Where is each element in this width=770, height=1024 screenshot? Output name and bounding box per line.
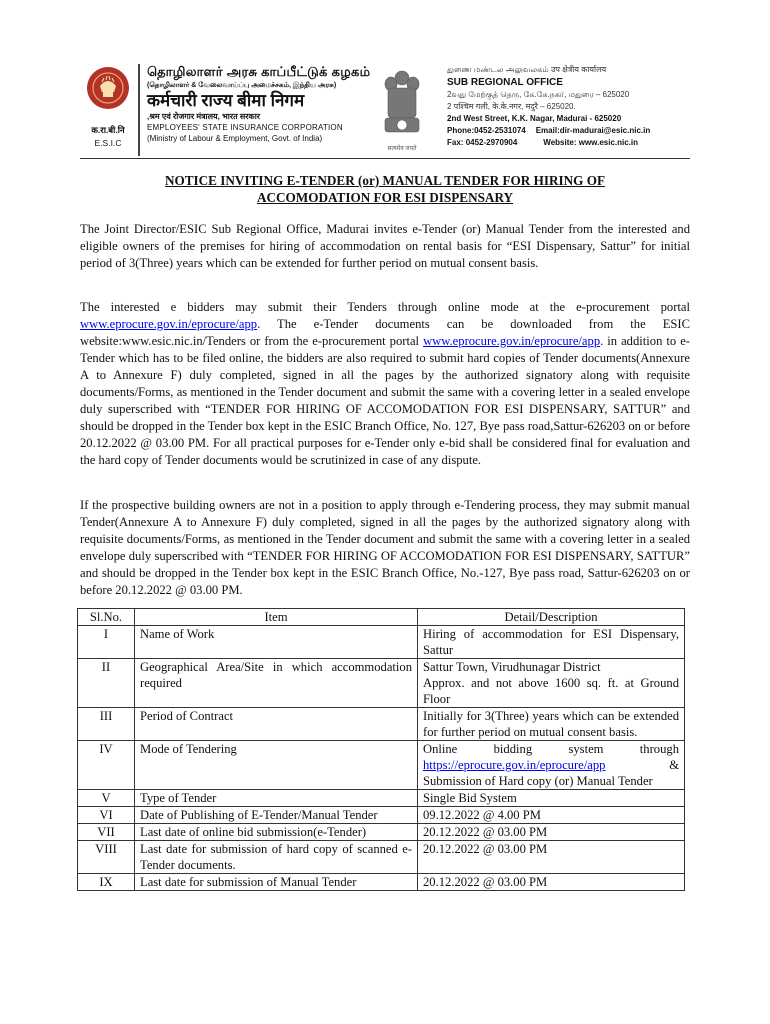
- row-item: Last date for submission of Manual Tender: [135, 874, 418, 891]
- org-name-hindi: कर्मचारी राज्य बीमा निगम: [147, 91, 305, 110]
- table-row: [78, 741, 685, 790]
- org-sub-hindi: ,श्रम एवं रोजगार मंत्रालय, भारत सरकार: [147, 112, 261, 121]
- org-name-english: EMPLOYEES' STATE INSURANCE CORPORATION: [147, 123, 343, 132]
- row-detail: [418, 659, 685, 708]
- esic-logo-block: [80, 62, 136, 156]
- phone-value: 0452-2531074: [474, 126, 526, 135]
- eprocure-link-1[interactable]: www.eprocure.gov.in/eprocure/app: [80, 317, 258, 331]
- p2-text-2: . The e-Tender documents can be downloaded from the ESIC website:www.esic.nic.in/Tenders or from the e-procurement portal: [80, 317, 690, 348]
- website-label: Website:: [543, 138, 577, 147]
- row-detail: 20.12.2022 @ 03.00 PM: [418, 824, 685, 841]
- notice-title: [80, 172, 690, 206]
- row-detail: Hiring of accommodation for ESI Dispensary, Sattur: [418, 626, 685, 659]
- notice-title-line-2: ACCOMODATION FOR ESI DISPENSARY: [256, 190, 514, 205]
- row-detail: 09.12.2022 @ 4.00 PM: [418, 807, 685, 824]
- row-number: III: [78, 708, 135, 741]
- table-row: [78, 807, 685, 824]
- row-number: V: [78, 790, 135, 807]
- row-detail: 20.12.2022 @ 03.00 PM: [418, 841, 685, 874]
- header-item: Item: [135, 609, 418, 626]
- row-detail-line-2: Approx. and not above 1600 sq. ft. at Ground Floor: [423, 676, 679, 706]
- row-item: Type of Tender: [135, 790, 418, 807]
- office-address-tamil: 2வது மேற்குத் தெரு, கே.கே.நகர், மதுரை – 625020: [447, 90, 630, 99]
- table-row: [78, 659, 685, 708]
- letterhead: [80, 62, 690, 159]
- office-address-hindi: 2 पश्चिम गली, के.के.नगर, मदुरै – 625020.: [447, 102, 576, 111]
- website-value[interactable]: www.esic.nic.in: [578, 138, 639, 147]
- header-sl-no: Sl.No.: [78, 609, 135, 626]
- row-number: II: [78, 659, 135, 708]
- row-item: Period of Contract: [135, 708, 418, 741]
- row-item: Last date of online bid submission(e-Tender): [135, 824, 418, 841]
- table-row: [78, 626, 685, 659]
- email-value[interactable]: dir-madurai@esic.nic.in: [559, 126, 651, 135]
- table-row: [78, 824, 685, 841]
- esic-logo-icon: [86, 66, 130, 110]
- emblem-motto: सत्यमेव जयते: [387, 146, 417, 152]
- eprocure-table-link[interactable]: https://eprocure.gov.in/eprocure/app: [423, 758, 606, 772]
- row-number: VII: [78, 824, 135, 841]
- row-detail-text: Online bidding system through: [423, 742, 679, 756]
- row-item: Date of Publishing of E-Tender/Manual Tender: [135, 807, 418, 824]
- row-number: I: [78, 626, 135, 659]
- row-item: Geographical Area/Site in which accommodation required: [135, 659, 418, 708]
- organization-block: [147, 64, 377, 145]
- phone-label: Phone:: [447, 126, 475, 135]
- org-name-tamil: தொழிலாளர் அரசு காப்பீட்டுக் கழகம்: [147, 64, 371, 79]
- email-label: Email:: [535, 126, 560, 135]
- fax-label: Fax:: [447, 138, 464, 147]
- notice-title-line-1: NOTICE INVITING E-TENDER (or) MANUAL TENDER FOR HIRING OF: [164, 173, 606, 188]
- office-block: [447, 64, 697, 149]
- intro-paragraph: The Joint Director/ESIC Sub Regional Office, Madurai invites e-Tender (or) Manual Tender from the interested and eligible owners of the premises for hiring of accommodation on rental basis for “ESI Dispensary, Sattur” for initial period of 3(Three) years which can be extended for further period on mutual consent basis.: [80, 222, 690, 270]
- eprocurement-paragraph: [80, 299, 690, 469]
- header-divider: [138, 64, 140, 156]
- tender-details-table: [77, 608, 685, 891]
- office-title-regional: துணை மண்டல அலுவலகம் उप क्षेत्रीय कार्यालय: [447, 65, 607, 74]
- table-row: [78, 874, 685, 891]
- row-number: IX: [78, 874, 135, 891]
- row-detail: 20.12.2022 @ 03.00 PM: [418, 874, 685, 891]
- office-contact-row-1: [447, 125, 697, 137]
- eprocure-link-2[interactable]: www.eprocure.gov.in/eprocure/app: [423, 334, 601, 348]
- table-row: [78, 841, 685, 874]
- manual-tender-paragraph: If the prospective building owners are not in a position to apply through e-Tendering process, they may submit manual Tender(Annexure A to Annexure F) duly completed, signed in all the pages by the authorized signatory along with requisite documents/Forms, as mentioned in the Tender document and submit the same with a covering letter in a sealed envelope duly superscribed with “TENDER FOR HIRING OF ACCOMODATION FOR ESI DISPENSARY, SATTUR” and should be dropped in the Tender box kept in the ESIC Branch Office, No.-127, Bye pass road, Sattur-626203 on or before 20.12.2022 @ 03.00 PM.: [80, 498, 690, 597]
- office-title: SUB REGIONAL OFFICE: [447, 77, 563, 88]
- row-item: Name of Work: [135, 626, 418, 659]
- p2-text-3: . in addition to e-Tender which has to be filed online, the bidders are also required to submit hard copies of Tender documents(Annexure A to Annexure F) duly completed, signed in all the pages by the authorized signatory along with requisite documents/Forms, as mentioned in the Tender document and submit the same with a covering letter in a sealed envelope duly superscribed with “TENDER FOR HIRING OF ACCOMODATION FOR ESI DISPENSARY, SATTUR” and should be dropped in the Tender box kept in the ESIC Branch Office, No. 127, Bye pass road,Sattur-626203 on or before 20.12.2022 @ 03.00 PM. For all practical purposes for e-Tender only e-bid shall be considered final for evaluation and the hard copy of Tender documents would be scrutinized in case of any dispute.: [80, 334, 690, 467]
- org-sub-tamil: (தொழிலாளர் & வேலைவாய்ப்பு அமைச்சகம், இந்திய அரசு): [147, 82, 337, 89]
- p2-text-1: The interested e bidders may submit their Tenders through online mode at the e-procurement portal: [80, 300, 690, 314]
- office-contact-row-2: [447, 137, 697, 149]
- row-number: VIII: [78, 841, 135, 874]
- header-detail: Detail/Description: [418, 609, 685, 626]
- row-detail: Single Bid System: [418, 790, 685, 807]
- row-detail-text-2: & Submission of Hard copy (or) Manual Tender: [423, 758, 679, 788]
- logo-hindi-abbr: क.रा.बी.नि: [91, 125, 125, 135]
- national-emblem-icon: [382, 66, 422, 142]
- table-row: [78, 708, 685, 741]
- office-address: 2nd West Street, K.K. Nagar, Madurai - 625020: [447, 114, 622, 123]
- row-number: IV: [78, 741, 135, 790]
- table-row: [78, 790, 685, 807]
- row-number: VI: [78, 807, 135, 824]
- logo-english-abbr: E.S.I.C: [94, 138, 122, 148]
- row-detail: [418, 741, 685, 790]
- fax-value: 0452-2970904: [465, 138, 518, 147]
- row-detail: Initially for 3(Three) years which can be extended for further period on mutual consent basis.: [418, 708, 685, 741]
- org-ministry: (Ministry of Labour & Employment, Govt. of India): [147, 134, 323, 143]
- row-detail-line-1: Sattur Town, Virudhunagar District: [423, 660, 601, 674]
- row-item: Mode of Tendering: [135, 741, 418, 790]
- table-header-row: [78, 609, 685, 626]
- row-item: Last date for submission of hard copy of scanned e-Tender documents.: [135, 841, 418, 874]
